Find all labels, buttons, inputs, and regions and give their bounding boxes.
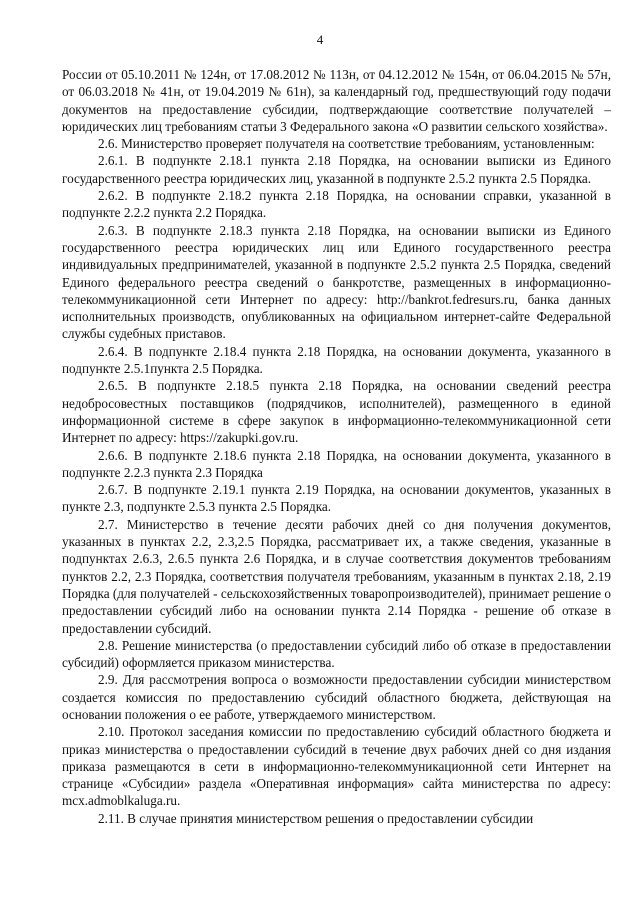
paragraph-2-10: 2.10. Протокол заседания комиссии по предоставлению субсидий областного бюджета и приказ министерства о предоставлении субсидий в течение двух рабочих дней со дня издания приказа размещаются в сети в информационно-телекоммуникационной сети Интернет на странице «Субсидии» раздела «Оперативная информация» сайта министерства по адресу: mcx.admoblkaluga.ru. (62, 724, 611, 809)
paragraph-2-11: 2.11. В случае принятия министерством решения о предоставлении субсидии (98, 810, 534, 826)
document-body (62, 66, 611, 827)
paragraph-2-6-7: 2.6.7. В подпункте 2.19.1 пункта 2.19 Порядка, на основании документов, указанных в пункте 2.3, подпункте 2.5.3 пункта 2.5 Порядка. (62, 482, 611, 515)
paragraph-continuation: России от 05.10.2011 № 124н, от 17.08.2012 № 113н, от 04.12.2012 № 154н, от 06.04.2015 № 57н, от 06.03.2018 № 41н, от 19.04.2019 № 61н), за календарный год, предшествующий году подачи документов на предоставление субсидии, подтверждающие соответствие получателей – юридических лиц требованиям статьи 3 Федерального закона «О развитии сельского хозяйства». (62, 67, 611, 134)
paragraph-2-6-6: 2.6.6. В подпункте 2.18.6 пункта 2.18 Порядка, на основании документа, указанного в подпункте 2.2.3 пункта 2.3 Порядка (62, 447, 611, 480)
paragraph-2-6-4: 2.6.4. В подпункте 2.18.4 пункта 2.18 Порядка, на основании документа, указанного в подпункте 2.5.1пункта 2.5 Порядка. (62, 343, 611, 377)
paragraph-2-6-3: 2.6.3. В подпункте 2.18.3 пункта 2.18 Порядка, на основании выписки из Единого государственного реестра юридических лиц или Единого государственного реестра индивидуальных предпринимателей, указанной в подпункте 2.5.2 пункта 2.5 Порядка, сведений Единого федерального реестра сведений о банкротстве, размещенных в информационно-телекоммуникационной сети Интернет по адресу: http://bankrot.fedresurs.ru, банка данных исполнительных производств, опубликованных на официальном интернет-сайте Федеральной службы судебных приставов. (62, 222, 611, 342)
paragraph-2-9: 2.9. Для рассмотрения вопроса о возможности предоставлении субсидии министерством создается комиссия по предоставлению субсидий областного бюджета, действующая на основании положения о ее работе, утверждаемого министерством. (62, 672, 611, 722)
page-number: 4 (316, 32, 324, 47)
paragraph-2-6-2: 2.6.2. В подпункте 2.18.2 пункта 2.18 Порядка, на основании справки, указанной в подпункте 2.2.2 пункта 2.2 Порядка. (62, 188, 611, 221)
paragraph-2-8: 2.8. Решение министерства (о предоставлении субсидий либо об отказе в предоставлении субсидий) оформляется приказом министерства. (62, 637, 611, 671)
paragraph-2-6: 2.6. Министерство проверяет получателя на соответствие требованиям, установленным: (98, 136, 595, 152)
paragraph-2-6-5: 2.6.5. В подпункте 2.18.5 пункта 2.18 Порядка, на основании сведений реестра недобросовестных поставщиков (подрядчиков, исполнителей), размещенного в единой информационной системе в сфере закупок в информационно-телекоммуникационной сети Интернет по адресу: https://zakupki.gov.ru. (62, 378, 611, 446)
paragraph-2-6-1: 2.6.1. В подпункте 2.18.1 пункта 2.18 Порядка, на основании выписки из Единого государственного реестра юридических лиц, указанной в подпункте 2.5.2 пункта 2.5 Порядка. (62, 153, 611, 186)
paragraph-2-7: 2.7. Министерство в течение десяти рабочих дней со дня получения документов, указанных в пунктах 2.2, 2.3,2.5 Порядка, рассматривает их, а также сведения, указанные в подпунктах 2.6.3, 2.6.5 пункта 2.6 Порядка, и в случае соответствия документов требованиям пунктов 2.2, 2.3 Порядка, соответствия получателя требованиям, указанным в пунктах 2.18, 2.19 Порядка (для получателей - сельскохозяйственных товаропроизводителей), принимает решение о предоставлении субсидий либо на основании пункта 2.14 Порядка - решение об отказе в предоставлении субсидий. (62, 516, 611, 636)
